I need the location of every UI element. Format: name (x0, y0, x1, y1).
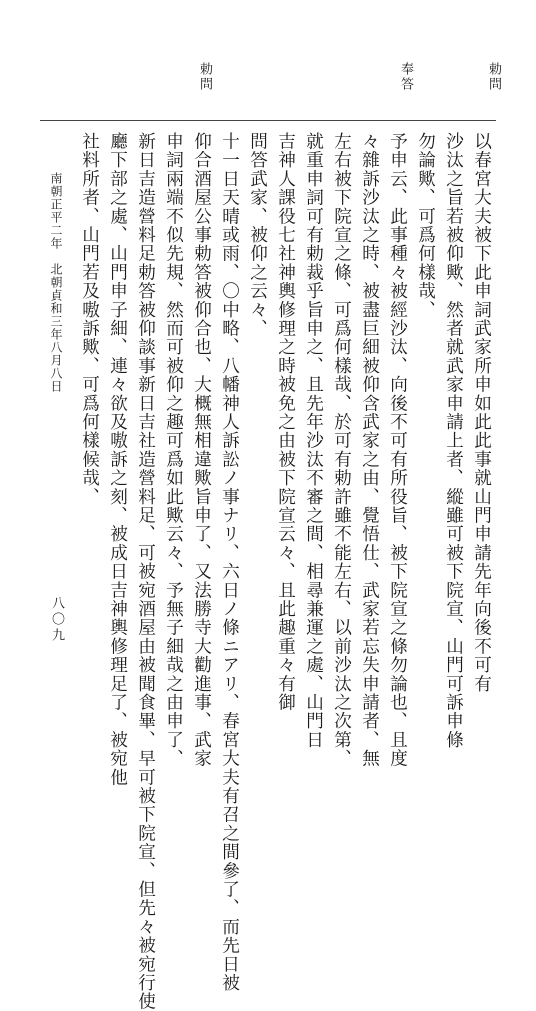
header-rule (40, 120, 496, 121)
text-column-5: 々雜訴沙汰之時、被盡巨細被仰含武家之由、覺悟仕、武家若忘失申請者、無 (359, 132, 380, 768)
text-column-10: 十一日天晴或雨、〇中略、八幡神人訴訟ノ事ナリ、六日ノ條ニアリ、春宮大夫有召之間參了、而先日被 (219, 132, 240, 993)
page-number: 八〇九 (49, 596, 64, 644)
text-column-2: 沙汰之旨若被仰歟、然者就武家申請上者、縱雖可被下院宣、山門可訴申條 (443, 132, 464, 750)
text-column-14: 廳下部之處、山門申子細、連々欲及嗷訴之刻、被成日吉神輿修理足了、被宛他 (107, 132, 128, 787)
header-label-right: 勅問 (486, 62, 501, 92)
text-column-1: 以春宮大夫被下此申詞武家所申如此此事就山門申請先年向後不可有 (471, 132, 492, 693)
text-column-13: 新日吉造營料足勅答被仰談事新日吉社造營料足、可被宛酒屋由被聞食畢、早可被下院宣、但先々被宛行使 (135, 132, 156, 1011)
text-column-15: 社料所者、山門若及嗷訴歟、可爲何樣候哉、 (79, 132, 100, 506)
header-label-middle: 奉答 (398, 62, 413, 92)
text-column-11: 仰合酒屋公事勅答被仰合也、大概無相違歟旨申了、又法勝寺大勸進事、武家 (191, 132, 212, 768)
text-column-4: 予申云、此事種々被經沙汰、向後不可有所役旨、被下院宣之條勿論也、且度 (387, 132, 408, 768)
header-label-left: 勅問 (197, 62, 212, 92)
text-column-7: 就重申詞可有勅裁乎旨申之、且先年沙汰不審之間、相尋兼運之處、山門日 (303, 132, 324, 750)
footer-date: 南朝正平二年 北朝貞和三年八月八日 (49, 172, 63, 393)
text-column-3: 勿論歟、可爲何樣哉、 (415, 132, 436, 319)
text-column-6: 左右被下院宣之條、可爲何樣哉、於可有勅許雖不能左右、以前沙汰之次第、 (331, 132, 352, 768)
text-column-12: 申詞兩端不似先規、然而可被仰之趣可爲如此歟云々、予無子細哉之由申了、 (163, 132, 184, 768)
text-column-8: 吉神人課役七社神輿修理之時被免之由被下院宣云々、且此趣重々有御 (275, 132, 296, 712)
text-column-9: 問答武家、被仰之云々、 (247, 132, 268, 338)
